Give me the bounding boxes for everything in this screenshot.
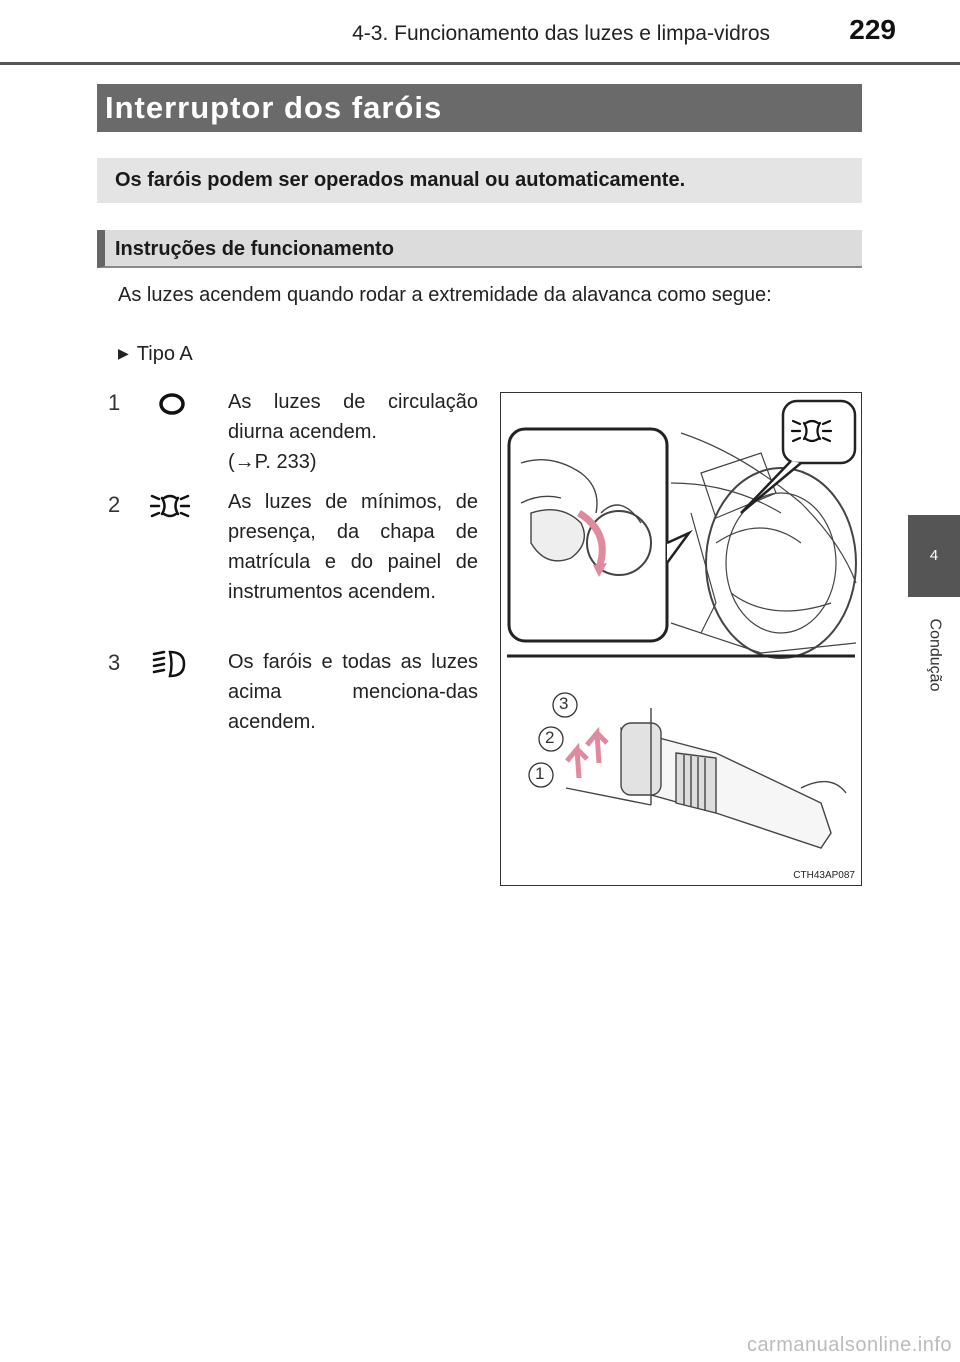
page-title: Interruptor dos faróis [97, 84, 862, 132]
chapter-label: Condução [926, 618, 944, 692]
illustration-figure [500, 392, 862, 886]
chapter-tab[interactable]: 4 [908, 515, 960, 597]
triangle-bullet-icon: ▶ [118, 345, 129, 361]
item-number-3: 3 [108, 650, 121, 675]
header-rule [0, 62, 960, 65]
callout-label-1: 1 [535, 764, 545, 783]
item-text-1: As luzes de circulação diurna acendem. (→P. 233) [228, 391, 478, 473]
intro-paragraph: As luzes acendem quando rodar a extremidade da alavanca como segue: [118, 284, 772, 306]
parking-lights-icon [150, 490, 190, 522]
drl-icon [150, 390, 190, 422]
illustration-drawing [501, 393, 861, 885]
callout-label-2: 2 [545, 728, 555, 747]
item-text-3: Os faróis e todas as luzes acima menciona-das acendem. [228, 651, 478, 733]
page-number: 229 [849, 14, 896, 45]
summary-bar: Os faróis podem ser operados manual ou automaticamente. [97, 158, 862, 203]
item-number-2: 2 [108, 492, 121, 517]
subheading: Instruções de funcionamento [97, 230, 862, 268]
headlight-icon [150, 648, 190, 680]
page-reference[interactable]: (→P. 233) [228, 451, 317, 473]
watermark: carmanualsonline.info [746, 1334, 952, 1356]
section-title: 4-3. Funcionamento das luzes e limpa-vidros [352, 22, 770, 45]
figure-code: CTH43AP087 [793, 870, 855, 881]
bullet-type-a: ▶ Tipo A [118, 343, 193, 365]
item-number-1: 1 [108, 390, 121, 415]
callout-label-3: 3 [559, 694, 569, 713]
item-text-2: As luzes de mínimos, de presença, da chapa de matrícula e do painel de instrumentos acendem. [228, 491, 478, 603]
